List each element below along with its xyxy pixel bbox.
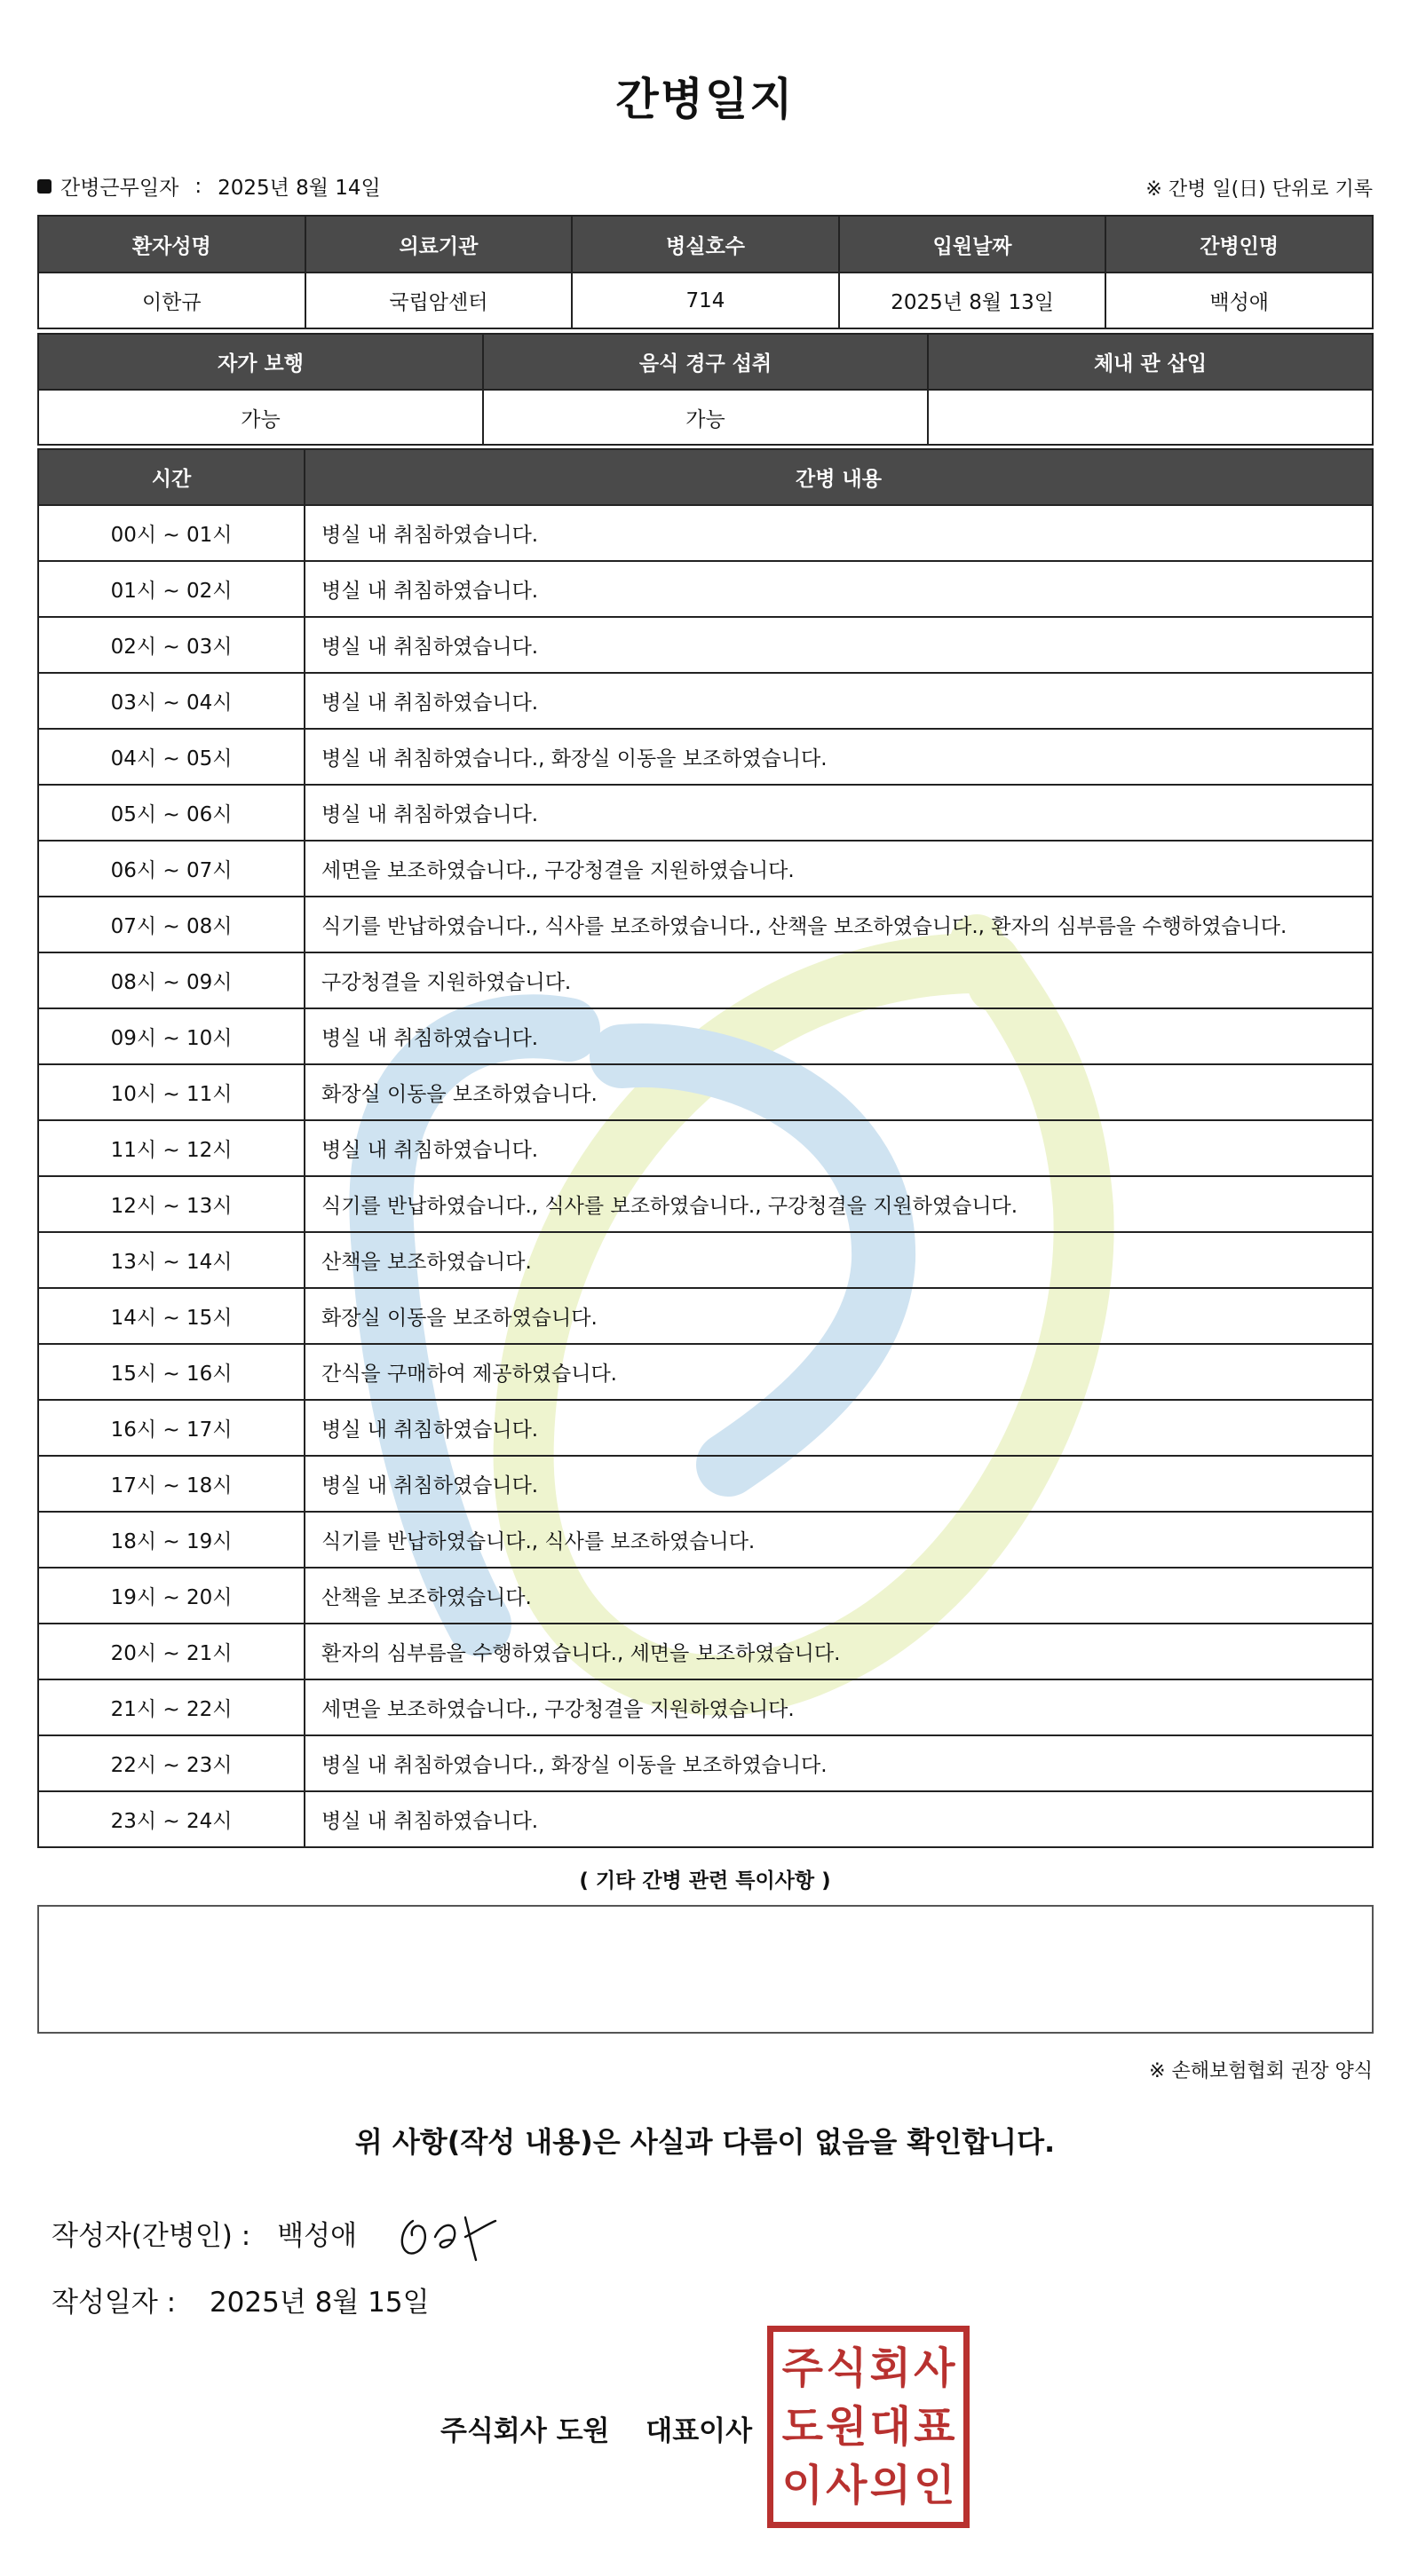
work-date-separator: : xyxy=(194,174,202,198)
patient-info-header-row xyxy=(38,216,1373,273)
log-time: 17시 ~ 18시 xyxy=(38,1456,305,1512)
work-date-value: 2025년 8월 14일 xyxy=(218,177,381,200)
seal-character: 이 xyxy=(781,2461,823,2510)
log-content: 화장실 이동을 보조하였습니다. xyxy=(305,1064,1373,1120)
log-time: 06시 ~ 07시 xyxy=(38,841,305,897)
self-walking-value: 가능 xyxy=(38,390,483,445)
patient-name: 이한규 xyxy=(38,273,305,328)
writer-name: 백성애 xyxy=(277,2220,358,2252)
log-time: 21시 ~ 22시 xyxy=(38,1679,305,1735)
hospital-name: 국립암센터 xyxy=(305,273,573,328)
bullet-icon xyxy=(37,179,51,194)
header-room-number: 병실호수 xyxy=(572,216,839,273)
header-self-walking: 자가 보행 xyxy=(38,334,483,390)
seal-character: 식 xyxy=(826,2343,867,2393)
log-row xyxy=(38,1456,1373,1512)
seal-character: 인 xyxy=(914,2461,955,2510)
page-title: 간병일지 xyxy=(615,74,795,125)
signature-image xyxy=(391,2201,506,2272)
tube-insertion-value xyxy=(928,390,1373,445)
log-row xyxy=(38,1120,1373,1176)
log-content: 병실 내 취침하였습니다., 화장실 이동을 보조하였습니다. xyxy=(305,729,1373,785)
seal-character: 사 xyxy=(914,2343,955,2393)
seal-character: 도 xyxy=(781,2402,823,2452)
log-row xyxy=(38,897,1373,952)
log-time: 10시 ~ 11시 xyxy=(38,1064,305,1120)
seal-character: 표 xyxy=(914,2402,955,2452)
patient-info-value-row xyxy=(38,273,1373,328)
log-time: 14시 ~ 15시 xyxy=(38,1288,305,1344)
log-time: 03시 ~ 04시 xyxy=(38,673,305,729)
log-time: 11시 ~ 12시 xyxy=(38,1120,305,1176)
patient-info-table xyxy=(37,215,1374,329)
log-content: 병실 내 취침하였습니다. xyxy=(305,1400,1373,1456)
recommend-note: ※ 손해보험협회 권장 양식 xyxy=(1149,2060,1373,2082)
log-content: 병실 내 취침하였습니다. xyxy=(305,505,1373,561)
company-seal xyxy=(767,2326,970,2528)
log-row xyxy=(38,1176,1373,1232)
log-content: 화장실 이동을 보조하였습니다. xyxy=(305,1288,1373,1344)
hourly-log-table xyxy=(37,448,1374,1848)
oral-intake-value: 가능 xyxy=(483,390,928,445)
log-content: 산책을 보조하였습니다. xyxy=(305,1232,1373,1288)
log-content: 세면을 보조하였습니다., 구강청결을 지원하였습니다. xyxy=(305,841,1373,897)
log-time: 19시 ~ 20시 xyxy=(38,1568,305,1624)
log-time: 16시 ~ 17시 xyxy=(38,1400,305,1456)
caregiver-name: 백성애 xyxy=(1105,273,1373,328)
confirmation-statement: 위 사항(작성 내용)은 사실과 다름이 없음을 확인합니다. xyxy=(354,2125,1056,2159)
log-row xyxy=(38,1232,1373,1288)
log-time: 04시 ~ 05시 xyxy=(38,729,305,785)
log-row xyxy=(38,1344,1373,1400)
header-oral-intake: 음식 경구 섭취 xyxy=(483,334,928,390)
header-caregiver-name: 간병인명 xyxy=(1105,216,1373,273)
patient-status-table xyxy=(37,333,1374,446)
header-time: 시간 xyxy=(38,449,305,505)
writer-line xyxy=(51,2213,357,2253)
written-date-line xyxy=(51,2280,430,2319)
seal-character: 회 xyxy=(869,2343,911,2393)
notes-box xyxy=(37,1905,1374,2034)
log-time: 12시 ~ 13시 xyxy=(38,1176,305,1232)
header-patient-name: 환자성명 xyxy=(38,216,305,273)
log-content: 병실 내 취침하였습니다., 화장실 이동을 보조하였습니다. xyxy=(305,1735,1373,1791)
log-time: 01시 ~ 02시 xyxy=(38,561,305,617)
log-row xyxy=(38,617,1373,673)
log-content: 산책을 보조하였습니다. xyxy=(305,1568,1373,1624)
log-header-row xyxy=(38,449,1373,505)
seal-character: 사 xyxy=(826,2461,867,2510)
seal-characters xyxy=(780,2339,956,2515)
log-row xyxy=(38,1735,1373,1791)
log-body xyxy=(38,505,1373,1847)
representative-title: 대표이사 xyxy=(646,2415,753,2447)
log-time: 05시 ~ 06시 xyxy=(38,785,305,841)
header-tube-insertion: 체내 관 삽입 xyxy=(928,334,1373,390)
log-row xyxy=(38,1512,1373,1568)
written-date-value: 2025년 8월 15일 xyxy=(209,2287,430,2319)
log-time: 13시 ~ 14시 xyxy=(38,1232,305,1288)
seal-character: 대 xyxy=(869,2402,911,2452)
log-time: 02시 ~ 03시 xyxy=(38,617,305,673)
company-name: 주식회사 도원 xyxy=(440,2415,610,2447)
log-row xyxy=(38,1064,1373,1120)
status-header-row xyxy=(38,334,1373,390)
log-row xyxy=(38,1008,1373,1064)
header-care-content: 간병 내용 xyxy=(305,449,1373,505)
log-row xyxy=(38,729,1373,785)
unit-note: ※ 간병 일(日) 단위로 기록 xyxy=(1145,178,1373,201)
log-content: 병실 내 취침하였습니다. xyxy=(305,617,1373,673)
log-row xyxy=(38,673,1373,729)
notes-title: ( 기타 간병 관련 특이사항 ) xyxy=(579,1869,831,1892)
log-content: 병실 내 취침하였습니다. xyxy=(305,673,1373,729)
seal-character: 원 xyxy=(826,2402,867,2452)
log-content: 병실 내 취침하였습니다. xyxy=(305,785,1373,841)
header-hospital: 의료기관 xyxy=(305,216,573,273)
log-row xyxy=(38,1679,1373,1735)
status-value-row xyxy=(38,390,1373,445)
log-row xyxy=(38,505,1373,561)
writer-label: 작성자(간병인) : xyxy=(51,2220,251,2252)
log-row xyxy=(38,952,1373,1008)
log-content: 병실 내 취침하였습니다. xyxy=(305,561,1373,617)
log-time: 20시 ~ 21시 xyxy=(38,1624,305,1679)
log-row xyxy=(38,561,1373,617)
log-content: 병실 내 취침하였습니다. xyxy=(305,1008,1373,1064)
room-number: 714 xyxy=(572,273,839,328)
work-date xyxy=(37,171,381,201)
log-content: 병실 내 취침하였습니다. xyxy=(305,1120,1373,1176)
log-time: 23시 ~ 24시 xyxy=(38,1791,305,1847)
log-time: 15시 ~ 16시 xyxy=(38,1344,305,1400)
log-content: 구강청결을 지원하였습니다. xyxy=(305,952,1373,1008)
log-row xyxy=(38,1400,1373,1456)
log-content: 식기를 반납하였습니다., 식사를 보조하였습니다., 산책을 보조하였습니다., 환자의 심부름을 수행하였습니다. xyxy=(305,897,1373,952)
log-row xyxy=(38,841,1373,897)
log-time: 07시 ~ 08시 xyxy=(38,897,305,952)
seal-character: 의 xyxy=(869,2461,911,2510)
seal-character: 주 xyxy=(781,2343,823,2393)
log-time: 18시 ~ 19시 xyxy=(38,1512,305,1568)
written-date-label: 작성일자 : xyxy=(51,2287,177,2319)
log-content: 간식을 구매하여 제공하였습니다. xyxy=(305,1344,1373,1400)
header-admission-date: 입원날짜 xyxy=(839,216,1106,273)
log-content: 식기를 반납하였습니다., 식사를 보조하였습니다. xyxy=(305,1512,1373,1568)
log-row xyxy=(38,1288,1373,1344)
work-date-label: 간병근무일자 xyxy=(60,177,179,200)
log-time: 00시 ~ 01시 xyxy=(38,505,305,561)
log-content: 병실 내 취침하였습니다. xyxy=(305,1456,1373,1512)
log-time: 09시 ~ 10시 xyxy=(38,1008,305,1064)
log-time: 08시 ~ 09시 xyxy=(38,952,305,1008)
company-line xyxy=(440,2408,752,2448)
log-content: 식기를 반납하였습니다., 식사를 보조하였습니다., 구강청결을 지원하였습니다. xyxy=(305,1176,1373,1232)
log-content: 병실 내 취침하였습니다. xyxy=(305,1791,1373,1847)
log-row xyxy=(38,1791,1373,1847)
log-row xyxy=(38,1624,1373,1679)
log-content: 환자의 심부름을 수행하였습니다., 세면을 보조하였습니다. xyxy=(305,1624,1373,1679)
log-row xyxy=(38,1568,1373,1624)
log-time: 22시 ~ 23시 xyxy=(38,1735,305,1791)
log-row xyxy=(38,785,1373,841)
admission-date: 2025년 8월 13일 xyxy=(839,273,1106,328)
log-content: 세면을 보조하였습니다., 구강청결을 지원하였습니다. xyxy=(305,1679,1373,1735)
